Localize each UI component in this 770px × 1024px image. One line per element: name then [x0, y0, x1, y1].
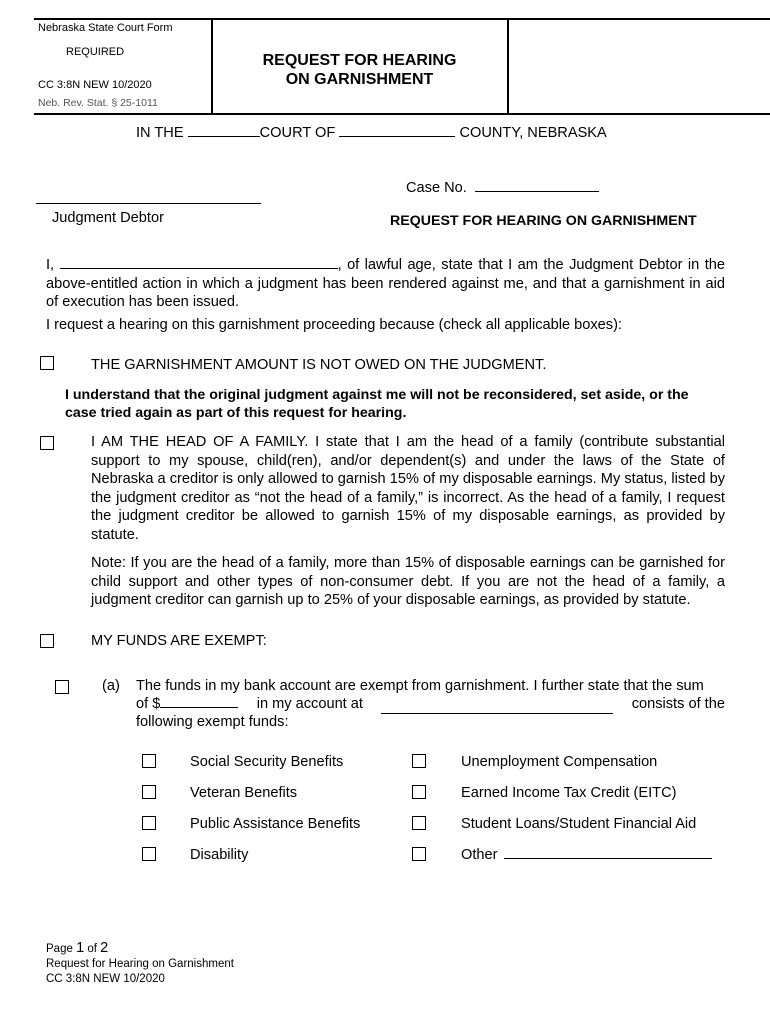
- county-field[interactable]: [339, 136, 455, 137]
- student-loans-checkbox[interactable]: [412, 816, 426, 830]
- bank-name-field[interactable]: [381, 695, 613, 714]
- form-title: [212, 51, 507, 89]
- sub-a-text-line1: The funds in my bank account are exempt from garnishment. I further state that the sum: [136, 678, 704, 694]
- option-funds-exempt: MY FUNDS ARE EXEMPT:: [91, 633, 267, 649]
- page-total: 2: [100, 940, 109, 956]
- social-security-checkbox[interactable]: [142, 754, 156, 768]
- page-number: [46, 940, 108, 956]
- header-divider-right: [507, 18, 509, 114]
- option-not-owed: THE GARNISHMENT AMOUNT IS NOT OWED ON THE JUDGMENT.: [91, 357, 547, 373]
- eitc-label: Earned Income Tax Credit (EITC): [461, 785, 677, 801]
- judgment-debtor-label: Judgment Debtor: [52, 210, 164, 226]
- case-number-field[interactable]: [475, 191, 599, 192]
- head-of-family-checkbox[interactable]: [40, 436, 54, 450]
- public-assistance-checkbox[interactable]: [142, 816, 156, 830]
- header-bottom-rule: [34, 113, 770, 115]
- court-caption: [136, 125, 607, 141]
- consists-label: consists of the: [631, 696, 725, 712]
- court-of-label: COURT OF: [259, 125, 336, 141]
- intro-prefix: I,: [46, 257, 55, 273]
- request-line: I request a hearing on this garnishment proceeding because (check all applicable boxes):: [46, 317, 622, 333]
- of-word: of: [87, 943, 97, 955]
- county-nebraska-label: COUNTY, NEBRASKA: [459, 125, 607, 141]
- disability-label: Disability: [190, 847, 249, 863]
- intro-text: , of lawful age, state that I am the Judgment Debtor in the above-entitled action in which a judgment has been rendered against me, and that a garnishment in aid of execution has been issued.: [46, 257, 725, 310]
- header-top-rule: [34, 18, 770, 20]
- sum-prefix: of $: [136, 696, 161, 712]
- other-row: [461, 846, 712, 865]
- statute-reference: Neb. Rev. Stat. § 25-1011: [38, 97, 158, 109]
- sub-a-text-line3: following exempt funds:: [136, 714, 289, 730]
- head-of-family-note: Note: If you are the head of a family, more than 15% of disposable earnings can be garnished for child support and other types of non-consumer debt. If you are not the head of a family, a judgment creditor can garnish up to 25% of your disposable earnings, as provided by statute.: [91, 555, 725, 608]
- document-title: REQUEST FOR HEARING ON GARNISHMENT: [390, 213, 697, 229]
- in-account-label: in my account at: [256, 696, 363, 712]
- required-label: REQUIRED: [66, 46, 125, 58]
- debtor-name-field[interactable]: [60, 268, 338, 269]
- case-number-row: [406, 180, 599, 196]
- public-assistance-label: Public Assistance Benefits: [190, 816, 361, 832]
- other-checkbox[interactable]: [412, 847, 426, 861]
- form-title-line2: ON GARNISHMENT: [285, 71, 434, 88]
- intro-paragraph: [46, 256, 725, 312]
- eitc-checkbox[interactable]: [412, 785, 426, 799]
- footer-form-name: Request for Hearing on Garnishment: [46, 958, 234, 970]
- unemployment-label: Unemployment Compensation: [461, 754, 658, 770]
- form-source: Nebraska State Court Form: [38, 22, 173, 34]
- veteran-benefits-label: Veteran Benefits: [190, 785, 298, 801]
- other-label: Other: [461, 847, 498, 863]
- student-loans-label: Student Loans/Student Financial Aid: [461, 816, 697, 832]
- page-current: 1: [76, 940, 85, 956]
- disability-checkbox[interactable]: [142, 847, 156, 861]
- judgment-debtor-line[interactable]: [36, 203, 261, 204]
- social-security-label: Social Security Benefits: [190, 754, 344, 770]
- other-specify-field[interactable]: [504, 858, 712, 859]
- form-title-line1: REQUEST FOR HEARING: [262, 52, 457, 69]
- bank-account-checkbox[interactable]: [55, 680, 69, 694]
- form-code: CC 3:8N NEW 10/2020: [38, 79, 152, 91]
- not-owed-note: I understand that the original judgment against me will not be reconsidered, set aside, or the case tried again as part of this request for hearing.: [65, 387, 689, 421]
- footer-form-code: CC 3:8N NEW 10/2020: [46, 973, 165, 985]
- court-type-field[interactable]: [188, 136, 260, 137]
- in-the-label: IN THE: [136, 125, 184, 141]
- sub-a-text-line2: [136, 695, 725, 714]
- not-owed-checkbox[interactable]: [40, 356, 54, 370]
- sum-amount-field[interactable]: [160, 707, 238, 708]
- veteran-benefits-checkbox[interactable]: [142, 785, 156, 799]
- sub-a-marker: (a): [102, 678, 120, 694]
- unemployment-checkbox[interactable]: [412, 754, 426, 768]
- page-word: Page: [46, 943, 73, 955]
- option-head-of-family: I AM THE HEAD OF A FAMILY. I state that I am the head of a family (contribute substantial support to my spouse, child(ren), and/or dependent(s) and under the laws of the State of Nebraska a creditor is only allowed to garnish 15% of my disposable earnings. My status, listed by the judgment creditor as “not the head of a family,” is incorrect. As the head of a family, I request the judgment creditor be allowed to garnish 15% of my disposable earnings, as provided by statute.: [91, 434, 725, 543]
- funds-exempt-checkbox[interactable]: [40, 634, 54, 648]
- case-no-label: Case No.: [406, 180, 467, 196]
